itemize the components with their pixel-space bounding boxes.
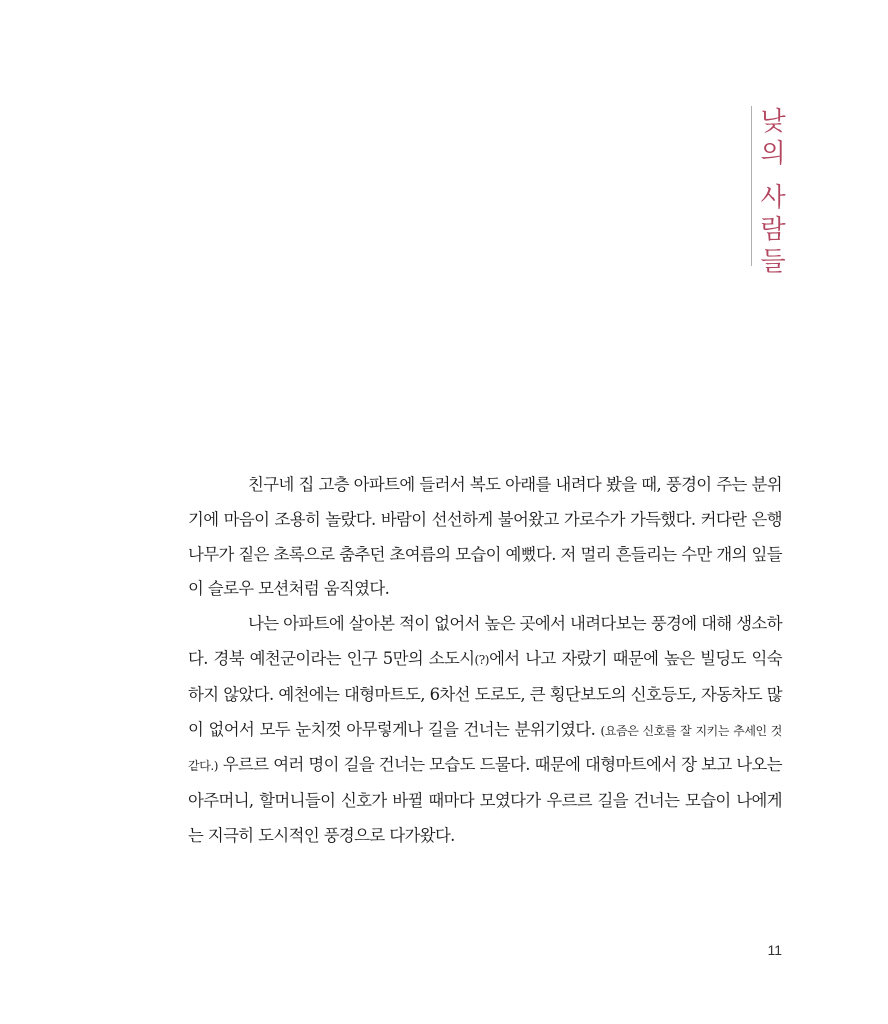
- paragraph-2-part-b: 에서 나고 자랐기 때문에 높은 빌딩도 익숙하지 않았다. 예천에는 대형마트도, 6차선 도로도, 큰 횡단보도의 신호등도, 자동차도 많이 없어서 모두 눈치껏 아무렇게나 길을 건너는 분위기였다.: [188, 648, 782, 739]
- chapter-title-word-gap: [758, 170, 788, 182]
- paragraph-1: 친구네 집 고층 아파트에 들러서 복도 아래를 내려다 봤을 때, 풍경이 주는 분위기에 마음이 조용히 놀랐다. 바람이 선선하게 불어왔고 가로수가 가득했다. 커다란 은행나무가 짙은 초록으로 춤추던 초여름의 모습이 예뻤다. 저 멀리 흔들리는 수만 개의 잎들이 슬로우 모션처럼 움직였다.: [188, 475, 782, 599]
- inline-note-aside: (요즘은 신호를 잘 지키는 추세인 것 같다.): [188, 723, 782, 774]
- chapter-title-rule: [751, 106, 752, 266]
- chapter-title-char: 들: [760, 247, 786, 277]
- chapter-title-char: 람: [760, 215, 786, 245]
- page-number: 11: [767, 942, 782, 958]
- chapter-title-char: 의: [760, 139, 786, 169]
- chapter-title-char: 사: [760, 183, 786, 213]
- inline-note-question: (?): [474, 652, 490, 667]
- paragraph-2-part-c: 우르르 여러 명이 길을 건너는 모습도 드물다. 때문에 대형마트에서 장 보고 나오는 아주머니, 할머니들이 신호가 바뀔 때마다 모였다가 우르르 길을 건너는 모습이 나에게는 지극히 도시적인 풍경으로 다가왔다.: [188, 755, 782, 845]
- chapter-title-char: 낮: [760, 107, 786, 137]
- paragraph-2: [188, 607, 782, 854]
- body-text: [188, 468, 782, 854]
- chapter-title: [758, 106, 788, 278]
- paragraph-2-part-a: 나는 아파트에 살아본 적이 없어서 높은 곳에서 내려다보는 풍경에 대해 생소하다. 경북 예천군이라는 인구 5만의 소도시: [188, 614, 782, 668]
